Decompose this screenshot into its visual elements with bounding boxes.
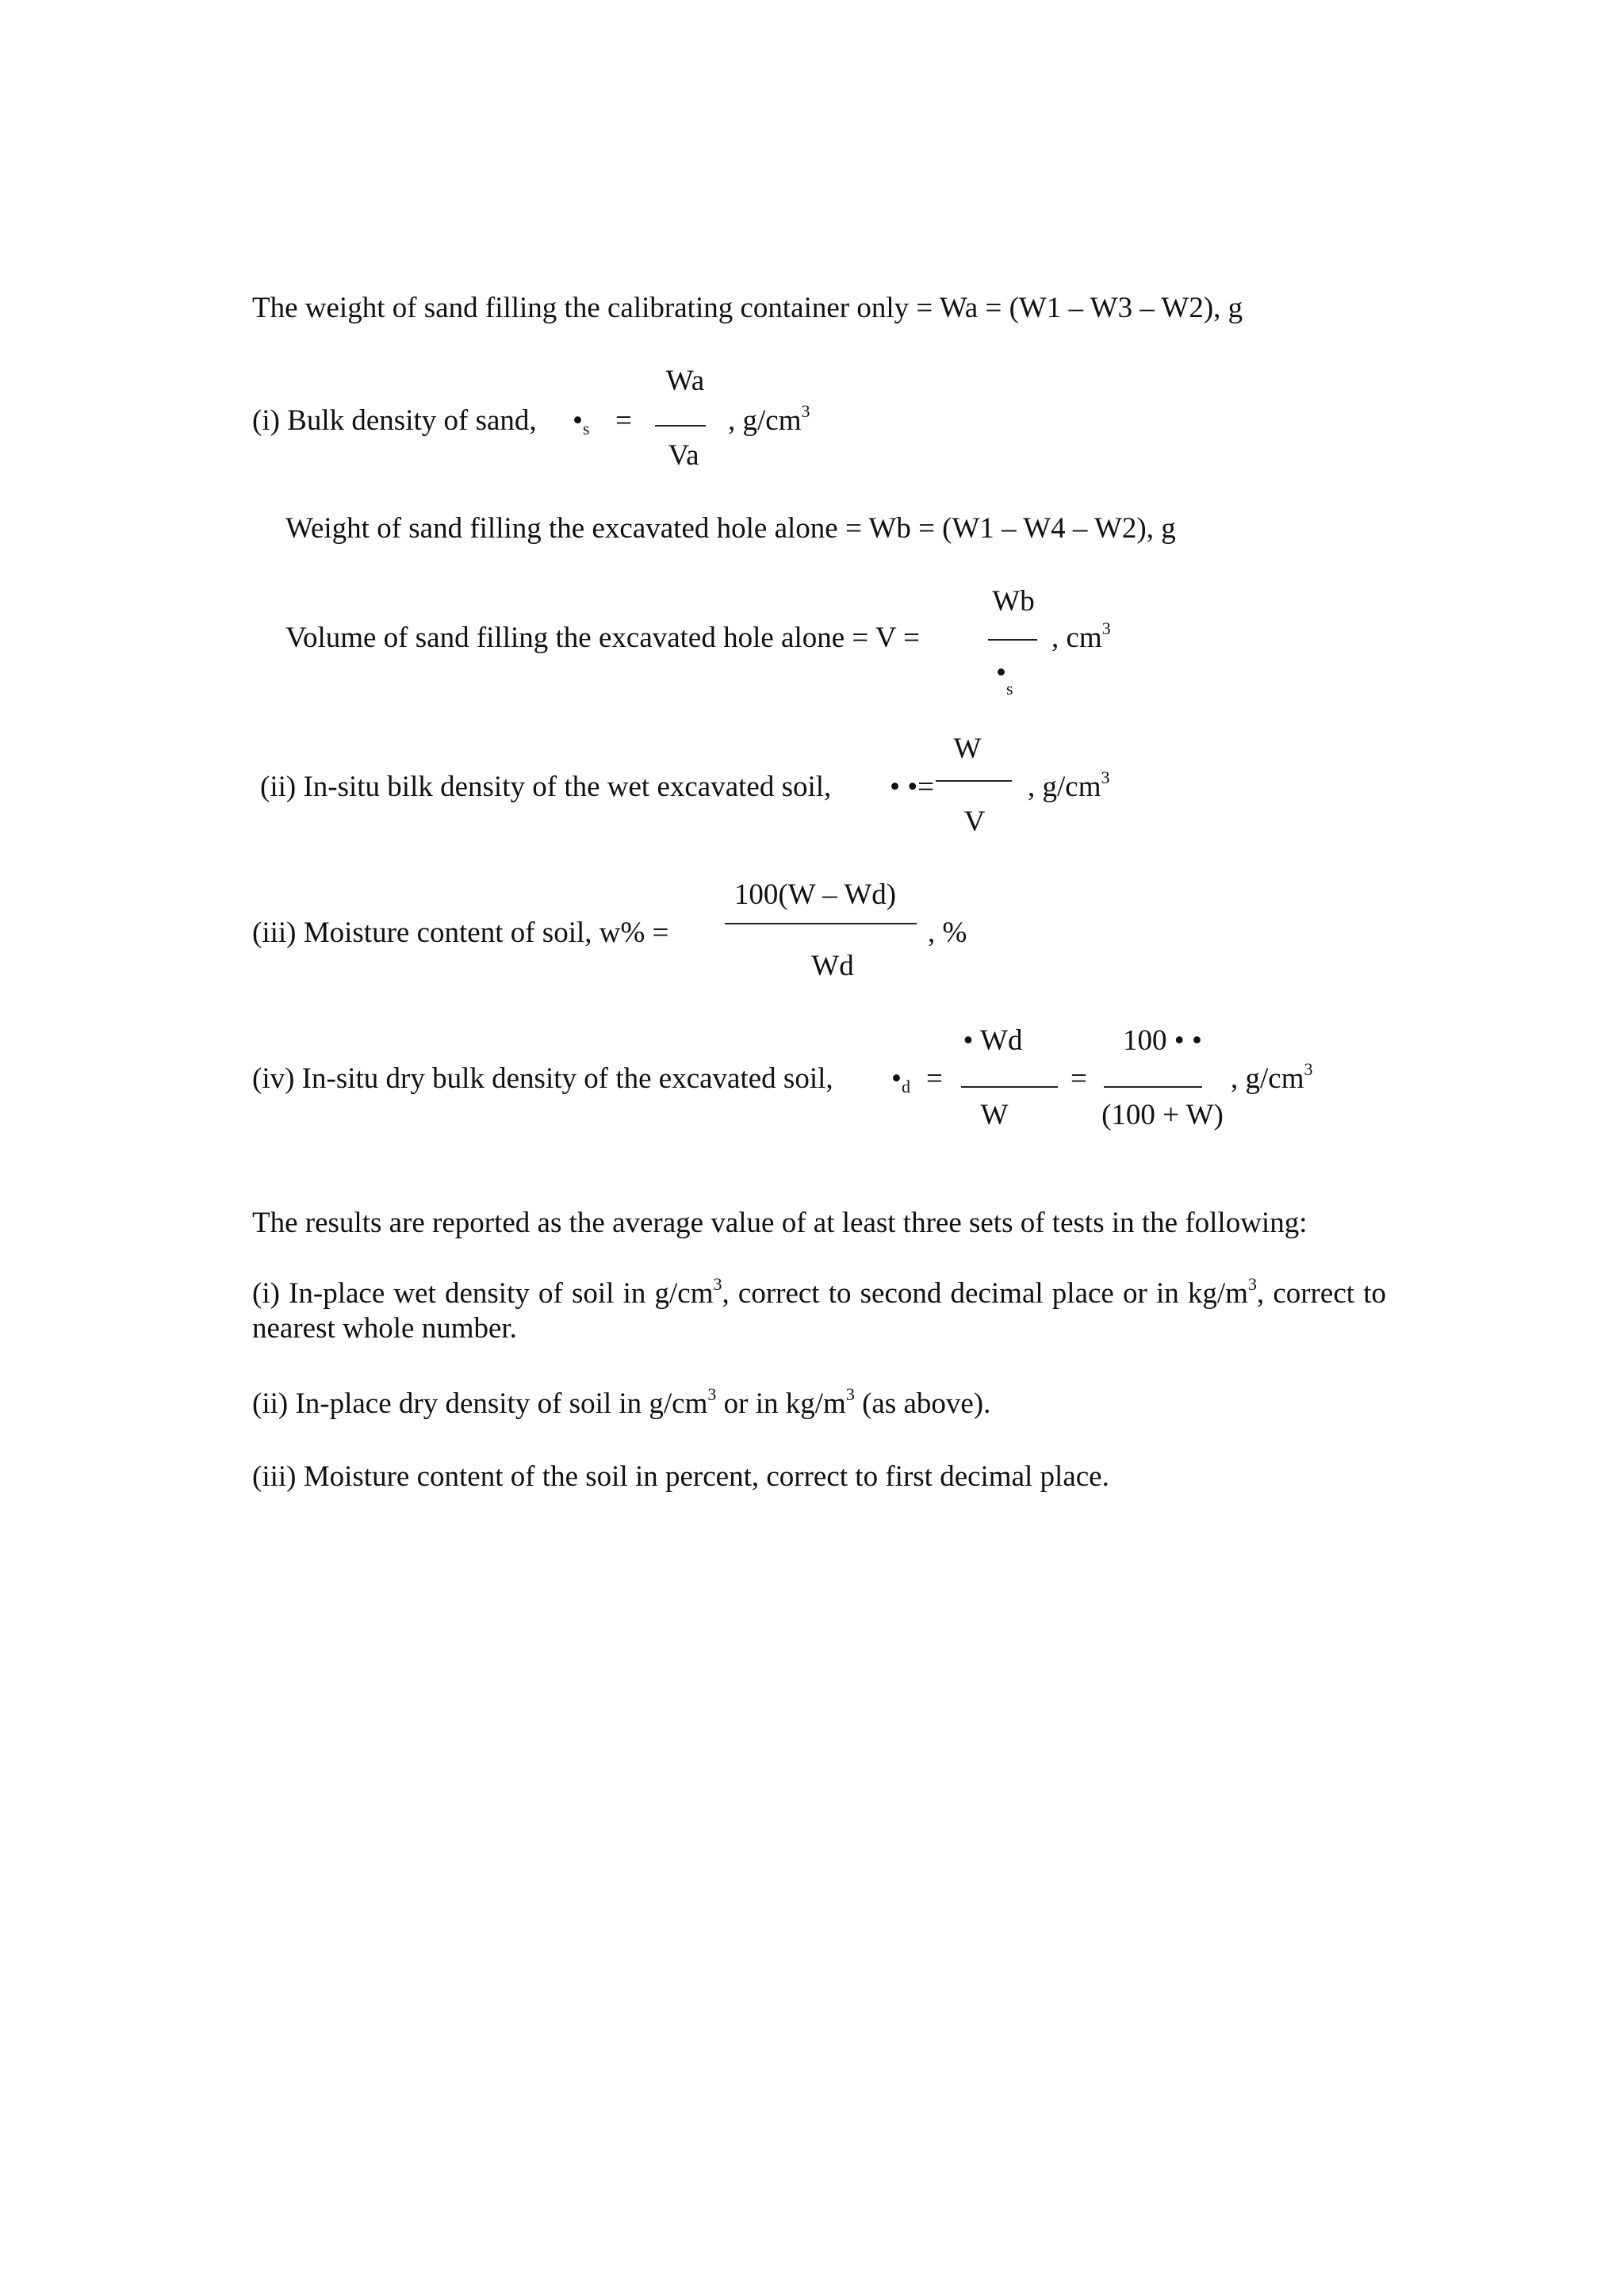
rho-s-symbol: $•_s$ [996, 656, 1013, 698]
hole-volume-label: Volume of sand filling the excavated hole alone = V = [285, 622, 921, 654]
fraction-bar [1104, 1086, 1202, 1088]
fraction-numerator: Wa [665, 365, 705, 397]
calibrating-weight-line: The weight of sand filling the calibrating container only = Wa = (W1 – W3 – W2), g [252, 292, 1243, 324]
result-item-2: (ii) In-place dry density of soil in $g/cm^3$ or in $kg/m^3$ (as above). [252, 1384, 991, 1420]
fraction-numerator: Wb [992, 585, 1035, 618]
moisture-label: (iii) Moisture content of soil, w% = [252, 916, 669, 949]
unit-label: , % [928, 916, 967, 949]
fraction-numerator: W [953, 733, 982, 765]
rho-d-symbol: $•_d$ [891, 1062, 910, 1096]
unit-label: , $g/cm^3$ [1231, 1059, 1313, 1095]
fraction-denominator: (100 + W) [1101, 1099, 1224, 1131]
result-item-1: (i) In-place wet density of soil in $g/cm^3$, correct to second decimal place or in $kg/m^3$, correct to nearest whole number. [252, 1274, 1386, 1345]
fraction-bar [655, 425, 706, 427]
fraction-bar [725, 923, 917, 924]
fraction-numerator: • Wd [963, 1024, 1023, 1057]
fraction-denominator: Va [668, 439, 699, 472]
rho-s-symbol: $•_s$ [573, 404, 590, 438]
fraction-bar [936, 780, 1012, 782]
equals-sign: = [1071, 1062, 1087, 1095]
fraction-denominator: Wd [811, 950, 854, 982]
fraction-numerator: 100(W – Wd) [733, 878, 897, 911]
equals-sign: = [615, 404, 632, 437]
results-intro: The results are reported as the average value of at least three sets of tests in the following: [252, 1207, 1308, 1239]
fraction-denominator: W [980, 1099, 1009, 1131]
wet-density-label: (ii) In-situ bilk density of the wet excavated soil, [260, 771, 832, 803]
equals-sign: = [926, 1062, 943, 1095]
unit-label: , $g/cm^3$ [1028, 767, 1110, 803]
unit-label: , $g/cm^3$ [728, 401, 810, 437]
rho-symbol: • •= [890, 771, 935, 803]
bulk-density-label: (i) Bulk density of sand, [252, 404, 537, 437]
fraction-numerator: 100 • • [1123, 1024, 1202, 1057]
unit-label: , $cm^3$ [1051, 618, 1111, 654]
hole-weight-line: Weight of sand filling the excavated hole alone = Wb = (W1 – W4 – W2), g [285, 512, 1176, 545]
fraction-bar [961, 1086, 1058, 1088]
fraction-bar [988, 639, 1037, 641]
fraction-denominator: V [963, 806, 986, 838]
result-item-3: (iii) Moisture content of the soil in percent, correct to first decimal place. [252, 1460, 1109, 1493]
dry-density-label: (iv) In-situ dry bulk density of the excavated soil, [252, 1062, 833, 1095]
